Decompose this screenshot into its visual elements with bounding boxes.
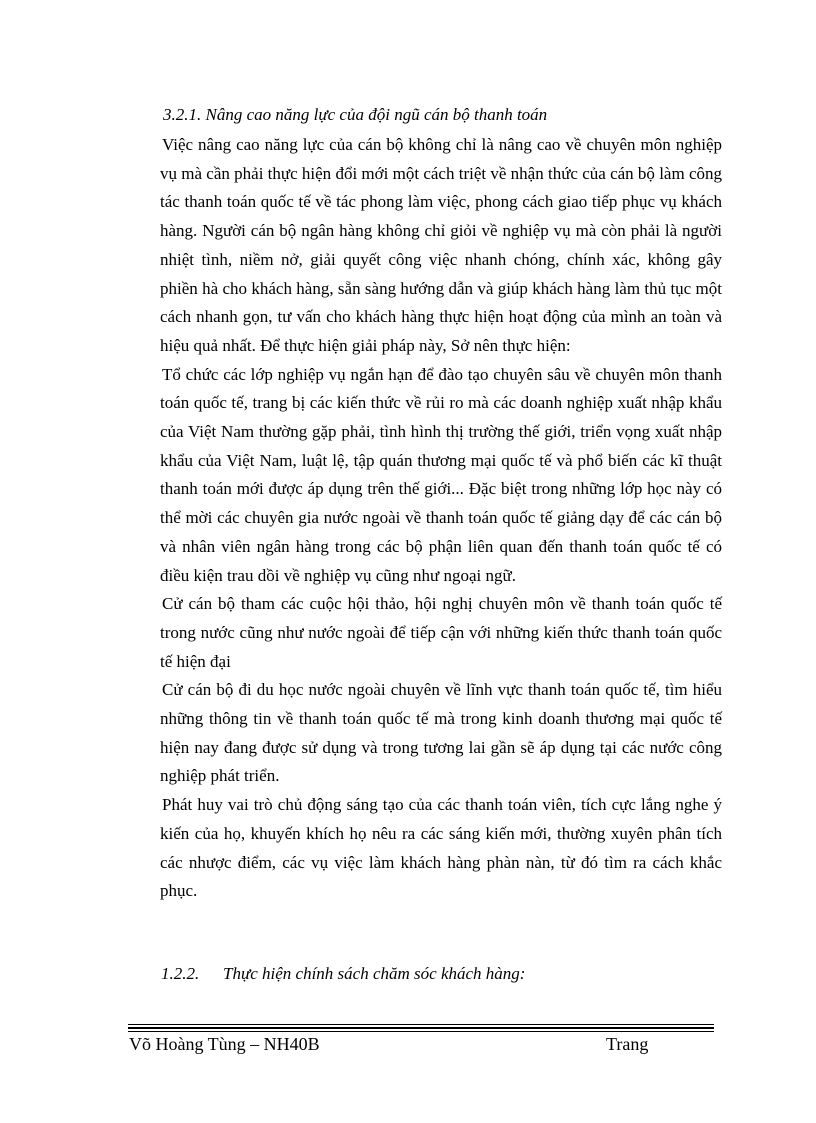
footer-divider-middle	[128, 1027, 714, 1029]
paragraph-4: Cử cán bộ đi du học nước ngoài chuyên về lĩnh vực thanh toán quốc tế, tìm hiểu những thông tin về thanh toán quốc tế mà trong kinh doanh thương mại quốc tế hiện nay đang được sử dụng và trong tương lai gần sẽ áp dụng tại các nước công nghiệp phát triển.	[160, 680, 722, 786]
paragraph-5: Phát huy vai trò chủ động sáng tạo của các thanh toán viên, tích cực lắng nghe ý kiến của họ, khuyến khích họ nêu ra các sáng kiến mới, thường xuyên phân tích các nhược điểm, các vụ việc làm khách hàng phàn nàn, từ đó tìm ra cách khắc phục.	[160, 795, 722, 901]
body-text	[160, 131, 722, 906]
footer-author: Võ Hoàng Tùng – NH40B	[129, 1034, 320, 1054]
sub-section-heading	[161, 962, 525, 986]
section-heading: 3.2.1. Nâng cao năng lực của đội ngũ cán bộ thanh toán	[163, 105, 548, 124]
paragraph-3: Cử cán bộ tham các cuộc hội thảo, hội nghị chuyên môn về thanh toán quốc tế trong nước cũng như nước ngoài để tiếp cận với những kiến thức thanh toán quốc tế hiện đại	[160, 594, 722, 671]
sub-section-number: 1.2.2.	[161, 964, 200, 983]
footer-divider-top	[128, 1024, 714, 1025]
paragraph-2: Tổ chức các lớp nghiệp vụ ngắn hạn để đào tạo chuyên sâu về chuyên môn thanh toán quốc tế, trang bị các kiến thức về rủi ro mà các doanh nghiệp xuất nhập khẩu của Việt Nam thường gặp phải, tình hình thị trường thế giới, triển vọng xuất nhập khẩu của Việt Nam, luật lệ, tập quán thương mại quốc tế và phổ biến các kĩ thuật thanh toán mới được áp dụng trên thế giới... Đặc biệt trong những lớp học này có thể mời các chuyên gia nước ngoài về thanh toán quốc tế giảng dạy để các cán bộ và nhân viên ngân hàng trong các bộ phận liên quan đến thanh toán quốc tế có điều kiện trau dồi về nghiệp vụ cũng như ngoại ngữ.	[160, 364, 722, 585]
footer-page-label: Trang	[606, 1034, 649, 1054]
paragraph-1: Việc nâng cao năng lực của cán bộ không chỉ là nâng cao về chuyên môn nghiệp vụ mà cần phải thực hiện đổi mới một cách triệt về nhận thức của cán bộ làm công tác thanh toán quốc tế về tác phong làm việc, phong cách giao tiếp phục vụ khách hàng. Người cán bộ ngân hàng không chỉ giỏi về nghiệp vụ mà còn phải là người nhiệt tình, niềm nở, giải quyết công việc nhanh chóng, chính xác, không gây phiền hà cho khách hàng, sẵn sàng hướng dẫn và giúp khách hàng làm thủ tục một cách nhanh gọn, tư vấn cho khách hàng thực hiện hoạt động của mình an toàn và hiệu quả nhất. Để thực hiện giải pháp này, Sở nên thực hiện:	[160, 135, 722, 355]
sub-section-title: Thực hiện chính sách chăm sóc khách hàng:	[223, 964, 526, 983]
